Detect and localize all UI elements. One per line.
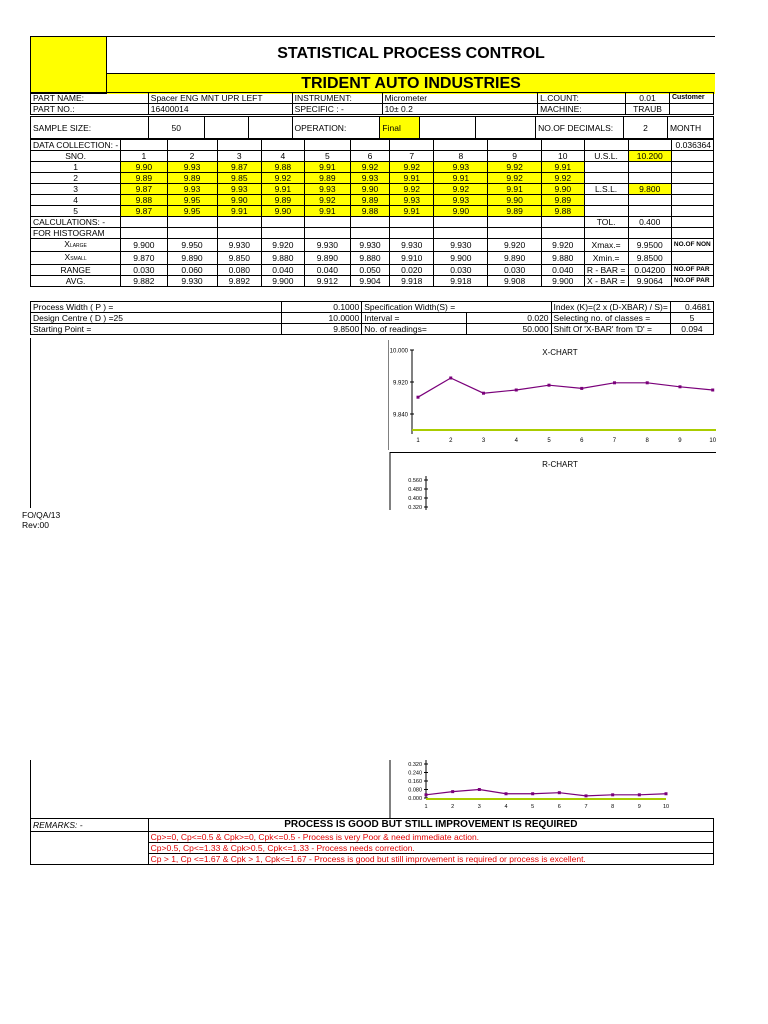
xlarge-cell: 9.930 xyxy=(217,239,262,252)
x-chart-point xyxy=(613,381,616,384)
xlarge-label-sub: LARGE xyxy=(69,243,87,249)
column-header: 8 xyxy=(434,151,488,162)
xsmall-cell: 9.880 xyxy=(541,252,584,265)
measurement-cell: 9.87 xyxy=(121,206,167,217)
measurement-cell: 9.89 xyxy=(304,173,350,184)
range-stat-label: R - BAR = xyxy=(584,265,628,276)
row-sno: 2 xyxy=(31,173,121,184)
x-chart-x-tick-label: 7 xyxy=(612,438,617,444)
r-chart-y-tick-label: 0.320 xyxy=(408,762,422,768)
range-cell: 0.030 xyxy=(434,265,488,276)
measurement-cell: 9.92 xyxy=(541,173,584,184)
range-cell: 0.030 xyxy=(488,265,542,276)
column-header: 1 xyxy=(121,151,167,162)
x-chart-x-tick-label: 2 xyxy=(449,438,453,444)
avg-cell: 9.912 xyxy=(304,276,350,287)
part-no-label: PART NO.: xyxy=(31,104,149,115)
r-chart-x-tick-label: 8 xyxy=(611,804,615,810)
index-label: Index (K)=(2 x (D-XBAR) / S)= xyxy=(551,302,670,313)
range-cell: 0.060 xyxy=(167,265,217,276)
range-cell: 0.050 xyxy=(351,265,390,276)
remarks-rule-2: Cp>0.5, Cp<=1.33 & Cpk>0.5, Cpk<=1.33 - Process needs correction. xyxy=(148,843,713,854)
r-chart-point xyxy=(638,793,641,796)
x-chart-point xyxy=(678,385,681,388)
xsmall-stat-value: 9.8500 xyxy=(628,252,671,265)
x-chart-x-tick-label: 10 xyxy=(709,438,716,444)
measurement-cell: 9.93 xyxy=(167,162,217,173)
r-chart-x-tick-label: 4 xyxy=(504,804,508,810)
remarks-rule-1: Cp>=0, Cp<=0.5 & Cpk>=0, Cpk<=0.5 - Process is very Poor & need immediate action. xyxy=(148,832,713,843)
range-cell: 0.080 xyxy=(217,265,262,276)
x-chart-x-tick-label: 1 xyxy=(416,438,420,444)
xlarge-cell: 9.930 xyxy=(351,239,390,252)
avg-cell: 9.918 xyxy=(389,276,434,287)
column-header: 5 xyxy=(304,151,350,162)
avg-cell: 9.918 xyxy=(434,276,488,287)
column-header: 2 xyxy=(167,151,217,162)
xsmall-label-sub: SMALL xyxy=(70,256,87,262)
r-chart-x-tick-label: 1 xyxy=(424,804,428,810)
x-chart-point xyxy=(417,396,420,399)
x-chart-point xyxy=(482,392,485,395)
xsmall-label xyxy=(31,252,121,265)
xsmall-cell: 9.870 xyxy=(121,252,167,265)
measurement-cell: 9.91 xyxy=(304,206,350,217)
measurement-cell: 9.92 xyxy=(389,162,434,173)
measurement-cell: 9.90 xyxy=(541,184,584,195)
x-chart-x-tick-label: 4 xyxy=(514,438,518,444)
r-chart-x-tick-label: 6 xyxy=(557,804,561,810)
measurement-cell: 9.91 xyxy=(389,173,434,184)
avg-label xyxy=(31,276,121,287)
x-chart-point xyxy=(711,389,714,392)
sample-size-label: SAMPLE SIZE: xyxy=(31,117,149,139)
x-chart-title: X-CHART xyxy=(542,348,578,357)
r-chart-range-series xyxy=(426,790,666,796)
r-chart-header xyxy=(388,452,716,510)
company-name: TRIDENT AUTO INDUSTRIES xyxy=(107,73,715,94)
measurement-cell: 9.93 xyxy=(167,184,217,195)
r-chart-x-tick-label: 10 xyxy=(662,804,670,810)
r-chart-y-tick-label: 0.560 xyxy=(408,478,422,484)
r-chart-point xyxy=(558,791,561,794)
x-chart-point xyxy=(449,377,452,380)
index-value: 0.4681 xyxy=(670,302,713,313)
decimals-label: NO.OF DECIMALS: xyxy=(536,117,624,139)
row-sno: 4 xyxy=(31,195,121,206)
spec-width-label: Specification Width(S) = xyxy=(362,302,551,313)
x-chart-point xyxy=(515,389,518,392)
measurement-cell: 9.95 xyxy=(167,195,217,206)
lcount-label: L.COUNT: xyxy=(538,93,626,104)
starting-point-label: Starting Point = xyxy=(31,324,282,335)
sample-table xyxy=(30,116,714,139)
xlarge-cell: 9.930 xyxy=(304,239,350,252)
process-width-value: 0.1000 xyxy=(281,302,362,313)
r-chart-x-tick-label: 2 xyxy=(451,804,455,810)
range-cell: 0.020 xyxy=(389,265,434,276)
x-chart-point xyxy=(580,387,583,390)
column-header: 6 xyxy=(351,151,390,162)
xlarge-stat-label: Xmax.= xyxy=(584,239,628,252)
lsl-label: L.S.L. xyxy=(584,184,628,195)
measurement-cell: 9.90 xyxy=(121,162,167,173)
xsmall-cell: 9.910 xyxy=(389,252,434,265)
xsmall-cell: 9.850 xyxy=(217,252,262,265)
measurement-cell: 9.92 xyxy=(304,195,350,206)
r-chart-y-tick-label: 0.000 xyxy=(408,796,422,802)
measurement-cell: 9.95 xyxy=(167,206,217,217)
range-label-text: RANGE xyxy=(60,265,91,275)
measurement-cell: 9.93 xyxy=(351,173,390,184)
r-chart-y-tick-label: 0.480 xyxy=(408,487,422,493)
avg-note: NO.OF PAR xyxy=(671,276,713,287)
measurement-cell: 9.92 xyxy=(434,184,488,195)
column-header: 4 xyxy=(262,151,305,162)
interval-label: Interval = xyxy=(362,313,467,324)
part-no-value: 16400014 xyxy=(148,104,292,115)
usl-label: U.S.L. xyxy=(584,151,628,162)
xlarge-label-text: X xyxy=(64,239,70,249)
column-header: 3 xyxy=(217,151,262,162)
measurement-cell: 9.90 xyxy=(434,206,488,217)
measurement-cell: 9.90 xyxy=(488,195,542,206)
avg-stat-value: 9.9064 xyxy=(628,276,671,287)
design-centre-label: Design Centre ( D ) =25 xyxy=(31,313,282,324)
measurement-cell: 9.88 xyxy=(262,162,305,173)
sno-header: SNO. xyxy=(31,151,121,162)
avg-stat-label: X - BAR = xyxy=(584,276,628,287)
measurement-cell: 9.89 xyxy=(351,195,390,206)
header-block xyxy=(30,36,715,94)
measurement-cell: 9.89 xyxy=(262,195,305,206)
summary-table xyxy=(30,301,714,335)
data-collection-label: DATA COLLECTION: - xyxy=(31,140,121,151)
measurement-cell: 9.91 xyxy=(389,206,434,217)
r-chart-x-tick-label: 5 xyxy=(531,804,535,810)
starting-point-value: 9.8500 xyxy=(281,324,362,335)
range-label xyxy=(31,265,121,276)
x-chart-y-tick-label: 9.840 xyxy=(392,412,408,419)
remarks-rule-3: Cp > 1, Cp <=1.67 & Cpk > 1, Cpk<=1.67 - Process is good but still improvement is required or process is excellent. xyxy=(148,854,713,865)
r-chart-x-tick-label: 9 xyxy=(637,804,641,810)
specific-label: SPECIFIC : - xyxy=(292,104,382,115)
column-header: 7 xyxy=(389,151,434,162)
readings-value: 50.000 xyxy=(467,324,551,335)
info-table xyxy=(30,92,714,115)
measurement-cell: 9.92 xyxy=(389,184,434,195)
instrument-label: INSTRUMENT: xyxy=(292,93,382,104)
measurement-cell: 9.87 xyxy=(121,184,167,195)
measurement-cell: 9.92 xyxy=(488,162,542,173)
x-chart xyxy=(388,340,716,450)
avg-cell: 9.900 xyxy=(262,276,305,287)
measurement-cell: 9.89 xyxy=(488,206,542,217)
histogram-label: FOR HISTOGRAM xyxy=(31,228,121,239)
x-chart-x-tick-label: 3 xyxy=(481,438,486,444)
classes-value: 5 xyxy=(670,313,713,324)
specific-value: 10± 0.2 xyxy=(382,104,538,115)
process-width-label: Process Width ( P ) = xyxy=(31,302,282,313)
measurement-cell: 9.88 xyxy=(541,206,584,217)
page-title: STATISTICAL PROCESS CONTROL xyxy=(277,45,545,62)
column-header: 10 xyxy=(541,151,584,162)
xlarge-cell: 9.900 xyxy=(121,239,167,252)
lsl-value: 9.800 xyxy=(628,184,671,195)
tol-value: 0.400 xyxy=(628,217,671,228)
r-chart-x-tick-label: 3 xyxy=(477,804,481,810)
part-name-label: PART NAME: xyxy=(31,93,149,104)
measurement-cell: 9.90 xyxy=(351,184,390,195)
lower-left-border xyxy=(30,338,31,508)
usl-value: 10.200 xyxy=(628,151,671,162)
measurement-cell: 9.93 xyxy=(217,184,262,195)
machine-label: MACHINE: xyxy=(538,104,626,115)
xsmall-cell: 9.880 xyxy=(351,252,390,265)
r-chart-y-tick-label: 0.080 xyxy=(408,787,422,794)
tol-label: TOL. xyxy=(584,217,628,228)
measurement-cell: 9.93 xyxy=(434,195,488,206)
r-chart-point xyxy=(665,792,668,795)
r-chart-x-tick-label: 7 xyxy=(584,804,588,810)
x-chart-y-tick-label: 10.000 xyxy=(389,348,408,355)
measurement-cell: 9.88 xyxy=(121,195,167,206)
sample-size-value: 50 xyxy=(148,117,204,139)
avg-cell: 9.904 xyxy=(351,276,390,287)
measurement-cell: 9.89 xyxy=(541,195,584,206)
measurement-cell: 9.91 xyxy=(304,162,350,173)
logo-cell xyxy=(31,37,107,93)
avg-label-text: AVG. xyxy=(65,276,86,286)
r-chart-point xyxy=(585,794,588,797)
calculations-label: CALCULATIONS: - xyxy=(31,217,121,228)
x-chart-x-tick-label: 5 xyxy=(547,438,551,444)
row-sno: 5 xyxy=(31,206,121,217)
instrument-value: Micrometer xyxy=(382,93,538,104)
measurement-cell: 9.91 xyxy=(262,184,305,195)
r-chart-point xyxy=(425,793,428,796)
form-number: FO/QA/13 xyxy=(22,510,61,520)
r-chart-point xyxy=(505,792,508,795)
operation-value: Final xyxy=(380,117,420,139)
operation-label: OPERATION: xyxy=(292,117,380,139)
x-chart-x-tick-label: 6 xyxy=(580,438,584,444)
range-cell: 0.040 xyxy=(304,265,350,276)
xlarge-cell: 9.920 xyxy=(262,239,305,252)
xlarge-cell: 9.930 xyxy=(389,239,434,252)
r-chart-y-tick-label: 0.400 xyxy=(408,496,422,502)
month-label: MONTH xyxy=(667,117,713,139)
measurement-cell: 9.92 xyxy=(488,173,542,184)
column-header: 9 xyxy=(488,151,542,162)
x-chart-avg-series xyxy=(418,378,713,397)
measurement-cell: 9.88 xyxy=(351,206,390,217)
r-chart-point xyxy=(451,790,454,793)
measurement-cell: 9.90 xyxy=(217,195,262,206)
range-cell: 0.030 xyxy=(121,265,167,276)
x-chart-point xyxy=(547,384,550,387)
avg-cell: 9.930 xyxy=(167,276,217,287)
part-name-value: Spacer ENG MNT UPR LEFT xyxy=(148,93,292,104)
shift-label: Shift Of 'X-BAR' from 'D' = xyxy=(551,324,670,335)
xsmall-cell: 9.900 xyxy=(434,252,488,265)
classes-label: Selecting no. of classes = xyxy=(551,313,670,324)
design-centre-value: 10.0000 xyxy=(281,313,362,324)
r-chart-y-tick-label: 0.320 xyxy=(408,505,422,510)
lcount-value: 0.01 xyxy=(626,93,670,104)
measurement-cell: 9.91 xyxy=(541,162,584,173)
readings-label: No. of readings= xyxy=(362,324,467,335)
remarks-label: REMARKS: - xyxy=(31,819,149,832)
xlarge-cell: 9.930 xyxy=(434,239,488,252)
xsmall-cell: 9.890 xyxy=(167,252,217,265)
remarks-table xyxy=(30,818,714,865)
r-chart-point xyxy=(531,792,534,795)
r-chart-point xyxy=(611,793,614,796)
decimals-value: 2 xyxy=(624,117,668,139)
xlarge-label xyxy=(31,239,121,252)
range-stat-value: 0.04200 xyxy=(628,265,671,276)
r-chart-y-tick-label: 0.240 xyxy=(408,770,422,777)
xsmall-cell: 9.890 xyxy=(304,252,350,265)
x-chart-x-tick-label: 9 xyxy=(678,438,682,444)
measurement-cell: 9.87 xyxy=(217,162,262,173)
measurement-cell: 9.85 xyxy=(217,173,262,184)
avg-cell: 9.900 xyxy=(541,276,584,287)
measurement-cell: 9.92 xyxy=(262,173,305,184)
shift-value: 0.094 xyxy=(670,324,713,335)
revision: Rev:00 xyxy=(22,520,49,530)
measurement-cell: 9.91 xyxy=(488,184,542,195)
measurement-cell: 9.93 xyxy=(434,162,488,173)
lower-left-border-2 xyxy=(30,760,31,818)
data-table xyxy=(30,139,714,287)
xlarge-note: NO.OF NON xyxy=(671,239,713,252)
range-note: NO.OF PAR xyxy=(671,265,713,276)
measurement-cell: 9.91 xyxy=(217,206,262,217)
measurement-cell: 9.91 xyxy=(434,173,488,184)
range-cell: 0.040 xyxy=(541,265,584,276)
x-chart-y-tick-label: 9.920 xyxy=(392,380,408,387)
measurement-cell: 9.90 xyxy=(262,206,305,217)
r-chart-y-tick-label: 0.160 xyxy=(408,779,422,785)
remarks-verdict: PROCESS IS GOOD BUT STILL IMPROVEMENT IS REQUIRED xyxy=(148,819,713,832)
xlarge-cell: 9.920 xyxy=(541,239,584,252)
xlarge-cell: 9.950 xyxy=(167,239,217,252)
xlarge-stat-value: 9.9500 xyxy=(628,239,671,252)
xsmall-cell: 9.880 xyxy=(262,252,305,265)
machine-value: TRAUB xyxy=(626,104,670,115)
xlarge-cell: 9.920 xyxy=(488,239,542,252)
xsmall-stat-label: Xmin.= xyxy=(584,252,628,265)
x-chart-x-tick-label: 8 xyxy=(645,438,649,444)
row-sno: 1 xyxy=(31,162,121,173)
measurement-cell: 9.89 xyxy=(121,173,167,184)
avg-cell: 9.908 xyxy=(488,276,542,287)
range-cell: 0.040 xyxy=(262,265,305,276)
measurement-cell: 9.93 xyxy=(304,184,350,195)
x-chart-point xyxy=(646,381,649,384)
xsmall-cell: 9.890 xyxy=(488,252,542,265)
row-sno: 3 xyxy=(31,184,121,195)
avg-cell: 9.892 xyxy=(217,276,262,287)
customer-label: Customer xyxy=(669,93,713,104)
data-collection-value: 0.036364 xyxy=(671,140,713,151)
avg-cell: 9.882 xyxy=(121,276,167,287)
measurement-cell: 9.92 xyxy=(351,162,390,173)
r-chart-point xyxy=(478,788,481,791)
measurement-cell: 9.93 xyxy=(389,195,434,206)
interval-value: 0.020 xyxy=(467,313,551,324)
xsmall-label-text: X xyxy=(64,252,71,262)
measurement-cell: 9.89 xyxy=(167,173,217,184)
r-chart xyxy=(388,760,716,818)
r-chart-title: R-CHART xyxy=(542,460,578,469)
